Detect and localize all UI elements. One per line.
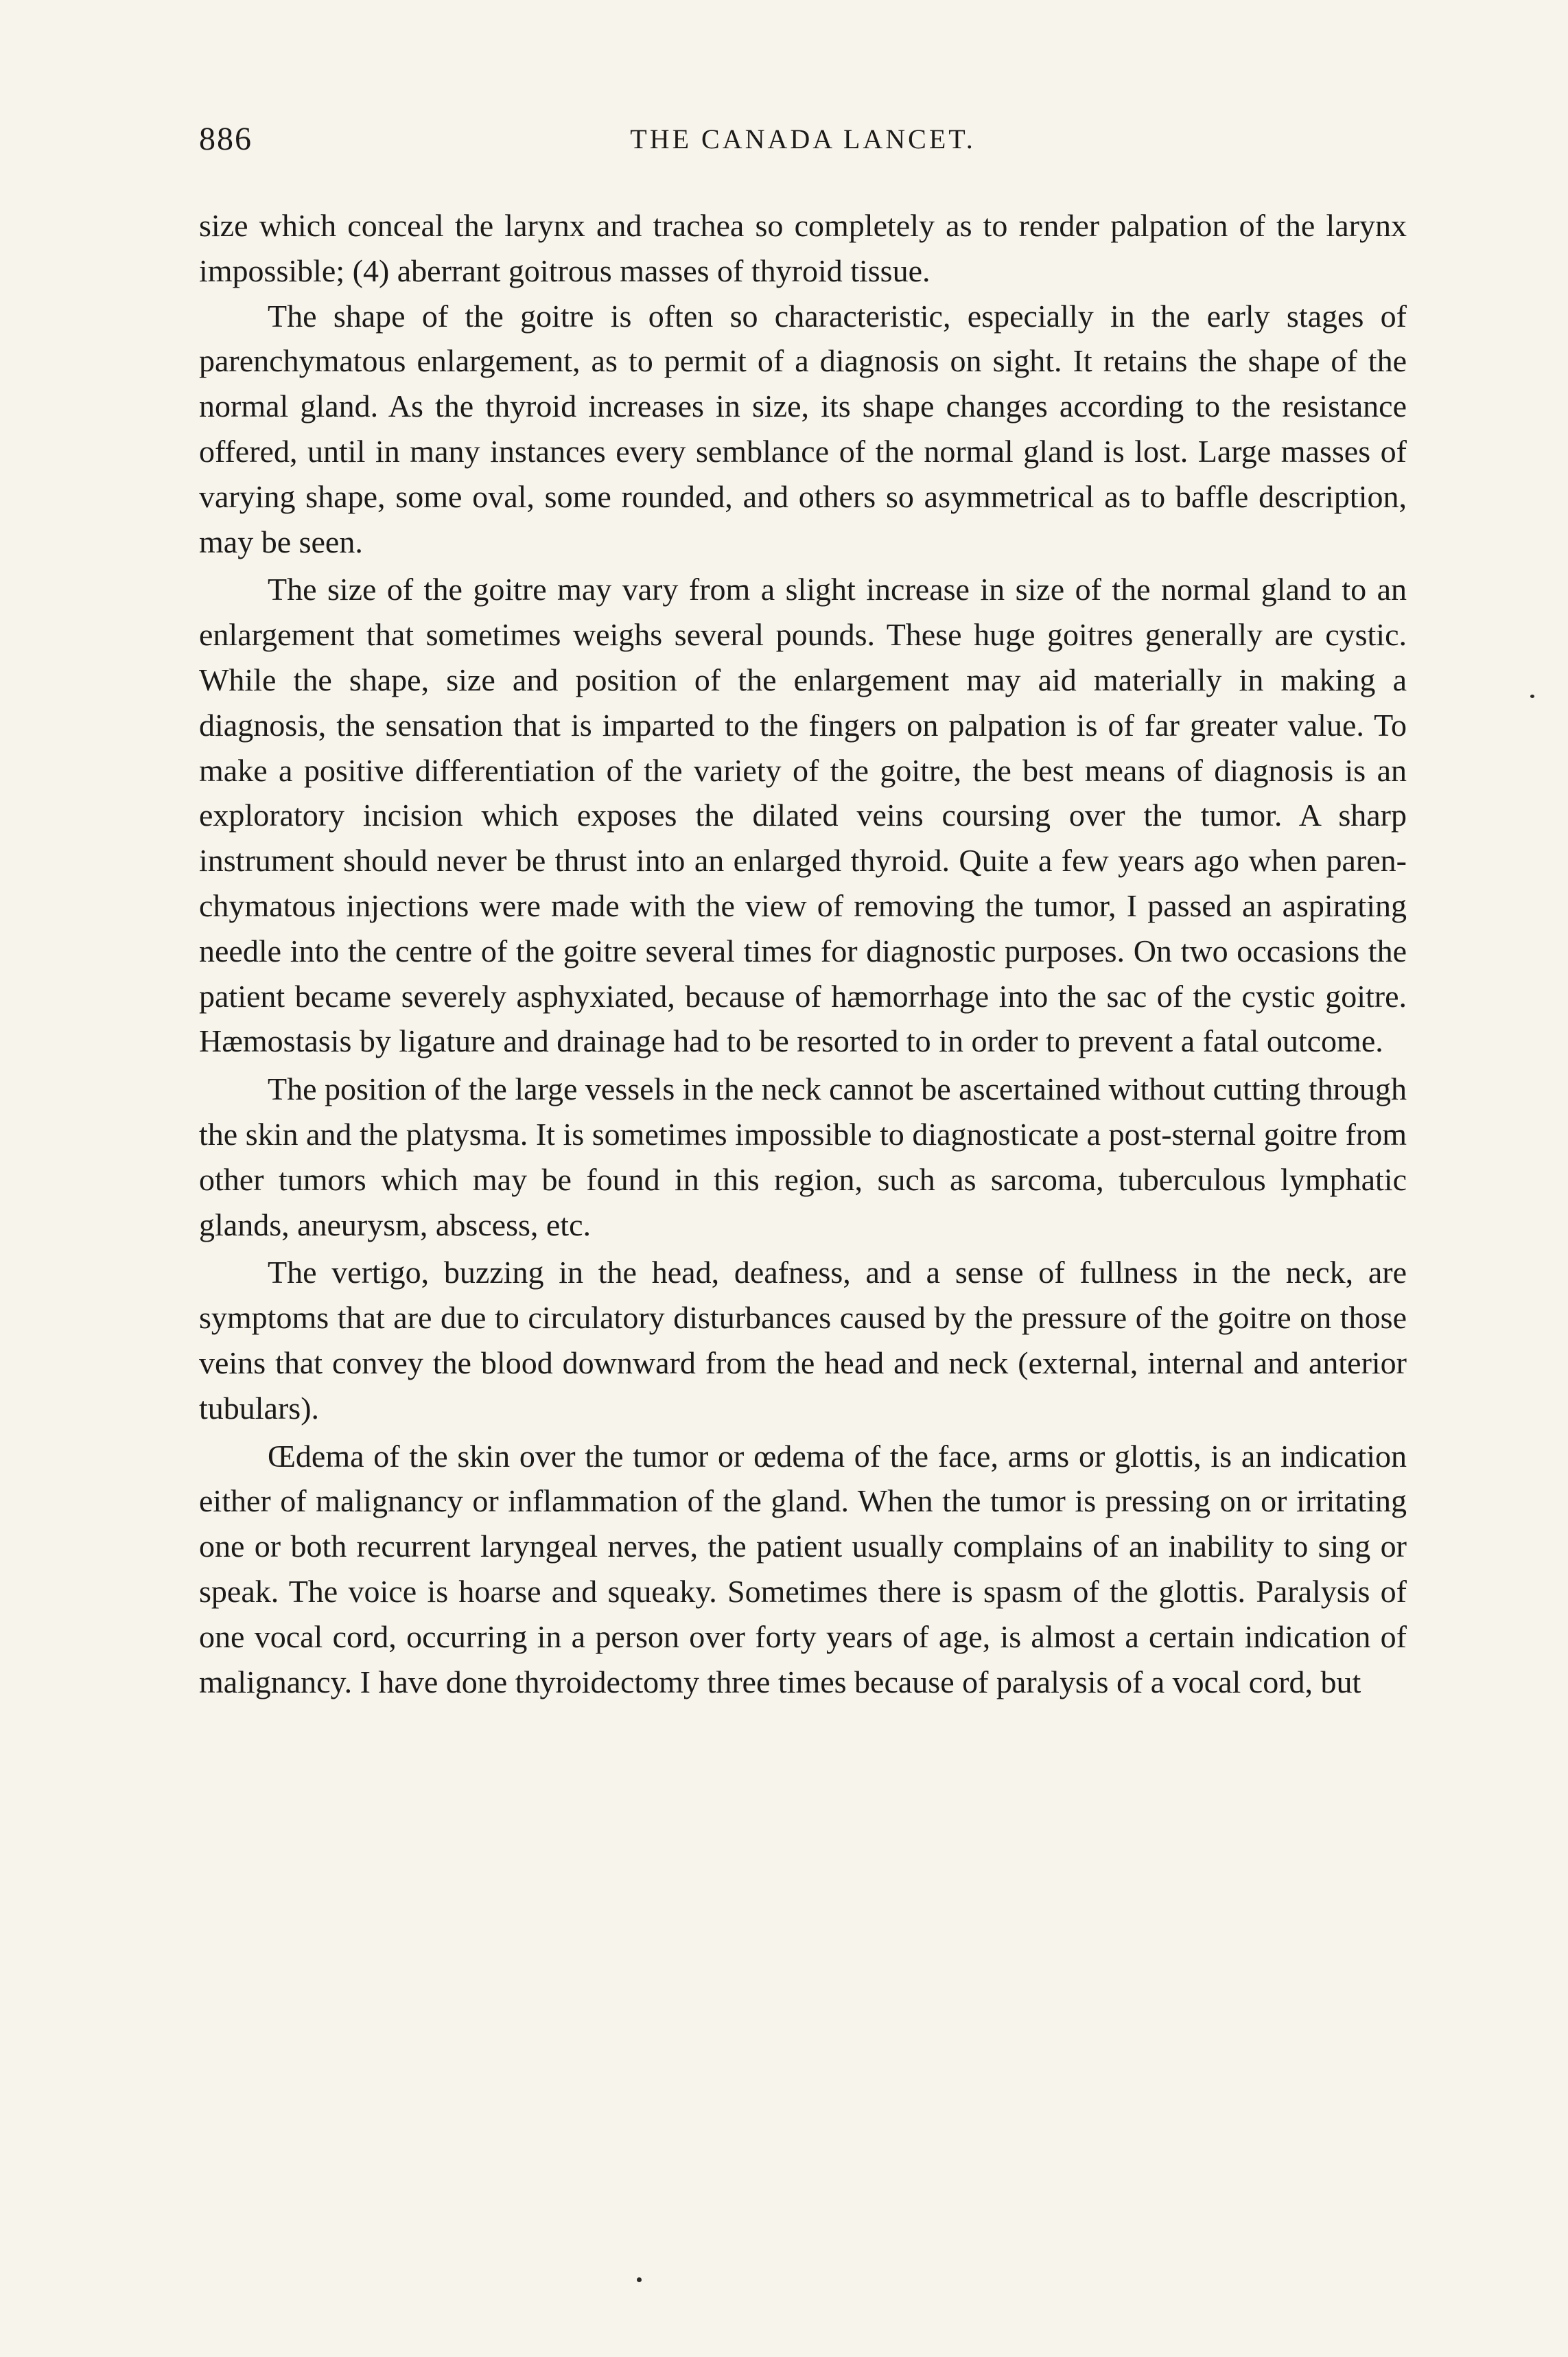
paragraph-oedema: Œdema of the skin over the tumor or œdema of the face, arms or glottis, is an indication either of malignancy or inflammation of the gland. When the tumor is pressing on or irritating one or both recurrent laryngeal nerves, the patient usually complains of an inability to sing or speak. The voice is hoarse and squeaky. Sometimes there is spasm of the glottis. Paralysis of one vocal cord, occurring in a person over forty years of age, is almost a certain indication of malignancy. I have done thyroidectomy three times because of paralysis of a vocal cord, but — [199, 1438, 1407, 1699]
paragraph-vertigo: The vertigo, buzzing in the head, deafness, and a sense of fullness in the neck, are symptoms that are due to circulatory disturbances caused by the pressure of the goitre on those veins that convey the blood downward from the head and neck (external, internal and anterior tubulars). — [199, 1255, 1407, 1426]
paragraph-goitre-shape: The shape of the goitre is often so characteristic, especially in the early stages of parenchymatous enlargement, as to permit of a diagnosis on sight. It retains the shape of the normal gland. As the thyroid increases in size, its shape changes according to the resistance offered, until in many instances every semblance of the normal gland is lost. Large masses of varying shape, some oval, some rounded, and others so asymmetrical as to baffle description, may be seen. — [199, 298, 1407, 559]
paragraph-goitre-size: The size of the goitre may vary from a slight increase in size of the normal gland to an enlargement that sometimes weighs several pounds. These huge goitres generally are cystic. While the shape, size and position of the enlargement may aid materially in making a diagnosis, the sensation that is imparted to the fingers on palpation is of far greater value. To make a positive differentiation of the variety of the goitre, the best means of diagnosis is an exploratory incision which exposes the dilated veins coursing over the tumor. A sharp instrument should never be thrust into an enlarged thyroid. Quite a few years ago when parenchymatous injections were made with the view of removing the tumor, I passed an aspirating needle into the centre of the goitre several times for diagnostic purposes. On two occasions the patient became severely asphyxiated, because of hæmorrhage into the sac of the cystic goitre. Hæmostasis by ligature and drainage had to be resorted to in order to prevent a fatal outcome. — [199, 572, 1407, 1059]
page-header — [199, 120, 1407, 168]
running-head: THE CANADA LANCET. — [630, 124, 976, 154]
paragraph-continuation: size which conceal the larynx and trachea so completely as to render palpation of the larynx impossible; (4) aberrant goitrous masses of thyroid tissue. — [199, 208, 1407, 288]
body-text — [199, 203, 1407, 1704]
paragraph-large-vessels: The position of the large vessels in the neck cannot be ascertained without cutting through the skin and the platysma. It is sometimes impossible to diagnosticate a post-sternal goitre from other tumors which may be found in this region, such as sarcoma, tuberculous lymphatic glands, aneurysm, abscess, etc. — [199, 1071, 1407, 1242]
page-number: 886 — [199, 121, 253, 157]
print-speck — [1530, 695, 1534, 698]
print-speck — [637, 2277, 642, 2282]
